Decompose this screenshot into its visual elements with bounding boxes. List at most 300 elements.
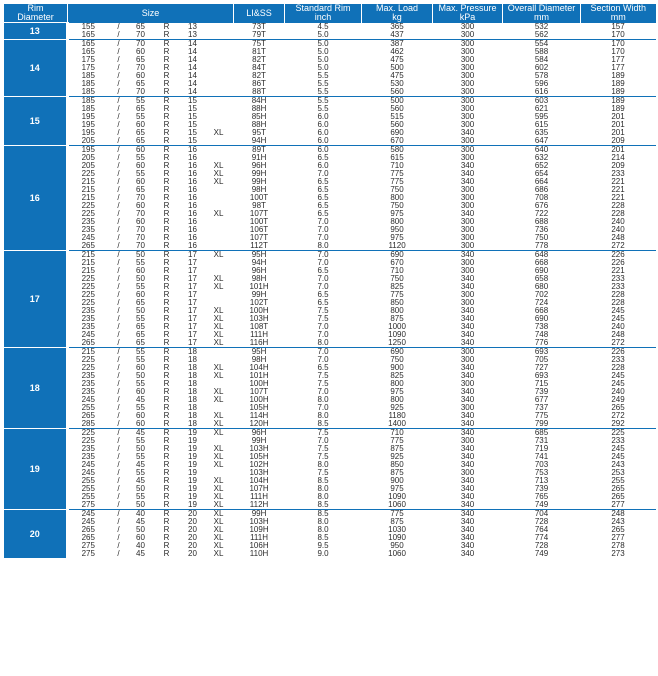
table-row — [4, 396, 656, 404]
load-version-cell: XL — [204, 251, 234, 260]
table-row — [4, 267, 656, 275]
width-cell: 215 — [81, 178, 95, 186]
li-ss-cell: 85H — [251, 113, 267, 121]
width-cell: 235 — [81, 388, 95, 396]
aspect-cell: 70 — [136, 234, 145, 242]
overall-diameter-cell: 654 — [534, 170, 549, 178]
load-version-cell: XL — [213, 518, 224, 526]
li-ss-cell: 99H — [251, 291, 267, 299]
construction-cell: R — [163, 72, 170, 80]
header-standard-rim: Standard Rim — [285, 4, 362, 13]
width-cell: 235 — [81, 218, 95, 226]
section-width-cell: 226 — [611, 259, 625, 267]
table-row — [4, 194, 656, 202]
aspect-cell: 45 — [136, 477, 145, 485]
header-section-width: Section Width — [581, 4, 656, 13]
construction-cell: R — [152, 40, 182, 49]
section-width-cell: 233 — [611, 275, 625, 283]
slash-cell: / — [117, 31, 120, 39]
li-ss-cell: 94H — [251, 137, 267, 145]
load-version-cell — [204, 146, 234, 155]
load-version-cell — [204, 88, 234, 97]
aspect-cell: 65 — [136, 339, 145, 347]
aspect-cell: 65 — [136, 331, 145, 339]
standard-rim-cell: 7.0 — [317, 388, 329, 396]
aspect-cell: 50 — [136, 445, 145, 453]
table-row — [4, 299, 656, 307]
section-width-cell: 265 — [611, 526, 625, 534]
table-row — [4, 404, 656, 412]
max-load-cell: 775 — [390, 170, 404, 178]
construction-cell: R — [163, 372, 170, 380]
construction-cell: R — [163, 493, 170, 501]
li-ss-cell: 98H — [251, 275, 267, 283]
max-pressure-cell: 300 — [460, 154, 475, 162]
rim-size-cell: 18 — [188, 420, 197, 428]
max-pressure-cell: 300 — [460, 291, 475, 299]
max-pressure-cell: 340 — [460, 364, 475, 372]
max-load-cell: 615 — [390, 154, 404, 162]
section-width-cell: 245 — [611, 307, 625, 315]
li-ss-cell: 103H — [249, 469, 269, 477]
load-version-cell — [204, 31, 234, 40]
max-load-cell: 975 — [390, 210, 404, 218]
section-width-cell: 272 — [611, 242, 625, 250]
slash-cell: / — [117, 291, 120, 299]
width-cell: 225 — [81, 291, 95, 299]
max-load-cell: 387 — [362, 40, 433, 49]
slash-cell: / — [108, 23, 130, 32]
table-row — [4, 331, 656, 339]
rim-size-cell: 16 — [182, 146, 204, 155]
width-cell: 245 — [68, 510, 108, 519]
standard-rim-cell: 5.0 — [317, 48, 329, 56]
standard-rim-cell: 8.5 — [317, 420, 329, 428]
li-ss-cell: 112T — [250, 242, 268, 250]
li-ss-cell: 100T — [249, 218, 269, 226]
max-load-cell: 1090 — [388, 331, 406, 339]
max-load-cell: 1030 — [388, 526, 406, 534]
standard-rim-cell: 8.0 — [317, 339, 329, 347]
overall-diameter-cell: 621 — [534, 105, 549, 113]
width-cell: 235 — [81, 307, 95, 315]
max-pressure-cell: 300 — [460, 437, 475, 445]
slash-cell: / — [108, 251, 130, 260]
overall-diameter-cell: 688 — [534, 218, 549, 226]
overall-diameter-cell: 708 — [534, 194, 549, 202]
standard-rim-cell: 8.0 — [317, 485, 329, 493]
slash-cell: / — [117, 437, 120, 445]
standard-rim-cell: 7.5 — [285, 429, 362, 438]
max-pressure-cell: 300 — [460, 64, 475, 72]
standard-rim-cell: 5.0 — [285, 40, 362, 49]
standard-rim-cell: 8.0 — [317, 461, 329, 469]
table-row — [4, 372, 656, 380]
construction-cell: R — [163, 396, 170, 404]
max-load-cell: 710 — [390, 162, 404, 170]
overall-diameter-cell: 776 — [534, 339, 549, 347]
li-ss-cell: 99H — [251, 170, 267, 178]
section-width-cell: 278 — [611, 542, 625, 550]
aspect-cell: 60 — [136, 412, 145, 420]
construction-cell: R — [163, 137, 170, 145]
section-width-cell: 240 — [611, 323, 625, 331]
rim-size-cell: 19 — [182, 429, 204, 438]
construction-cell: R — [163, 445, 170, 453]
li-ss-cell: 107T — [249, 388, 269, 396]
construction-cell: R — [163, 412, 170, 420]
max-pressure-cell: 300 — [460, 56, 475, 64]
construction-cell: R — [163, 542, 170, 550]
width-cell: 275 — [81, 542, 95, 550]
header-rim-diameter: Rim Diameter — [4, 4, 68, 23]
max-load-cell: 850 — [390, 299, 404, 307]
overall-diameter-cell: 738 — [534, 323, 549, 331]
construction-cell: R — [163, 80, 170, 88]
construction-cell: R — [163, 194, 170, 202]
max-pressure-cell: 340 — [460, 372, 475, 380]
overall-diameter-cell: 749 — [534, 501, 549, 509]
construction-cell: R — [163, 113, 170, 121]
max-pressure-cell: 340 — [460, 493, 475, 501]
table-row — [4, 64, 656, 72]
table-row — [4, 56, 656, 64]
max-pressure-cell: 340 — [433, 429, 503, 438]
width-cell: 155 — [68, 23, 108, 32]
table-row — [4, 445, 656, 453]
max-load-cell: 475 — [390, 72, 404, 80]
section-width-cell: 170 — [581, 40, 656, 49]
aspect-cell: 50 — [136, 526, 145, 534]
max-pressure-cell: 300 — [433, 97, 503, 106]
width-cell: 225 — [81, 364, 95, 372]
construction-cell: R — [163, 259, 170, 267]
table-row — [4, 461, 656, 469]
slash-cell: / — [117, 323, 120, 331]
construction-cell: R — [163, 210, 170, 218]
table-row — [4, 210, 656, 218]
li-ss-cell: 95H — [234, 348, 285, 357]
table-row — [4, 477, 656, 485]
li-ss-cell: 86T — [252, 80, 266, 88]
overall-diameter-cell: 728 — [534, 542, 549, 550]
slash-cell: / — [117, 412, 120, 420]
max-load-cell: 950 — [390, 226, 404, 234]
standard-rim-cell: 7.5 — [317, 453, 329, 461]
standard-rim-cell: 6.5 — [317, 154, 329, 162]
table-row — [4, 437, 656, 445]
rim-size-cell: 19 — [188, 477, 197, 485]
table-row — [4, 40, 656, 49]
li-ss-cell: 88H — [251, 105, 267, 113]
construction-cell: R — [163, 469, 170, 477]
rim-size-cell: 16 — [188, 218, 197, 226]
slash-cell: / — [117, 388, 120, 396]
max-load-cell: 560 — [390, 105, 404, 113]
li-ss-cell: 89T — [234, 146, 285, 155]
max-load-cell: 475 — [390, 56, 404, 64]
load-version-cell — [204, 23, 234, 32]
li-ss-cell: 111H — [250, 493, 269, 501]
overall-diameter-cell: 693 — [534, 372, 549, 380]
overall-diameter-cell: 652 — [534, 162, 549, 170]
max-load-cell: 975 — [390, 388, 404, 396]
section-width-cell: 248 — [611, 234, 625, 242]
section-width-cell: 228 — [611, 202, 625, 210]
load-version-cell: XL — [213, 550, 224, 558]
construction-cell: R — [163, 283, 170, 291]
load-version-cell — [204, 64, 234, 72]
section-width-cell: 170 — [611, 48, 625, 56]
overall-diameter-cell: 664 — [534, 178, 549, 186]
max-load-cell: 875 — [390, 445, 404, 453]
overall-diameter-cell: 693 — [503, 348, 581, 357]
slash-cell: / — [117, 113, 120, 121]
table-row — [4, 113, 656, 121]
max-pressure-cell: 340 — [460, 445, 475, 453]
width-cell: 245 — [81, 331, 95, 339]
table-row — [4, 80, 656, 88]
overall-diameter-cell: 532 — [503, 23, 581, 32]
slash-cell: / — [117, 526, 120, 534]
rim-size-cell: 15 — [188, 105, 197, 113]
li-ss-cell: 102H — [249, 461, 269, 469]
slash-cell: / — [117, 137, 120, 145]
table-row — [4, 146, 656, 155]
rim-size-cell: 17 — [188, 331, 197, 339]
aspect-cell: 60 — [136, 72, 145, 80]
max-pressure-cell: 340 — [460, 275, 475, 283]
width-cell: 225 — [81, 356, 95, 364]
max-load-cell: 670 — [390, 259, 404, 267]
load-version-cell: XL — [213, 339, 224, 347]
max-load-cell: 800 — [390, 194, 404, 202]
section-width-cell: 189 — [611, 72, 625, 80]
table-row — [4, 129, 656, 137]
load-version-cell: XL — [213, 275, 224, 283]
max-load-cell: 800 — [390, 380, 404, 388]
max-pressure-cell: 340 — [460, 283, 475, 291]
aspect-cell: 55 — [130, 97, 152, 106]
table-row — [4, 534, 656, 542]
standard-rim-cell: 6.5 — [317, 267, 329, 275]
overall-diameter-cell: 554 — [503, 40, 581, 49]
slash-cell: / — [117, 64, 120, 72]
load-version-cell — [204, 72, 234, 80]
aspect-cell: 45 — [136, 518, 145, 526]
max-pressure-cell: 300 — [460, 72, 475, 80]
construction-cell: R — [152, 510, 182, 519]
rim-diameter-cell: 13 — [4, 23, 68, 40]
aspect-cell: 55 — [136, 259, 145, 267]
construction-cell: R — [163, 380, 170, 388]
section-width-cell: 240 — [611, 218, 625, 226]
max-load-cell: 1060 — [388, 501, 406, 509]
width-cell: 265 — [81, 534, 95, 542]
width-cell: 265 — [81, 526, 95, 534]
load-version-cell — [204, 226, 234, 234]
slash-cell: / — [117, 380, 120, 388]
rim-diameter-cell: 14 — [4, 40, 68, 97]
construction-cell: R — [163, 364, 170, 372]
standard-rim-cell: 7.5 — [317, 380, 329, 388]
construction-cell: R — [152, 251, 182, 260]
aspect-cell: 55 — [136, 356, 145, 364]
max-load-cell: 925 — [390, 453, 404, 461]
max-load-cell: 950 — [390, 542, 404, 550]
width-cell: 205 — [81, 154, 95, 162]
section-width-cell: 189 — [581, 97, 656, 106]
max-pressure-cell: 300 — [460, 202, 475, 210]
construction-cell: R — [163, 477, 170, 485]
max-load-cell: 775 — [390, 437, 404, 445]
construction-cell: R — [163, 485, 170, 493]
construction-cell: R — [163, 129, 170, 137]
section-width-cell: 201 — [611, 129, 625, 137]
slash-cell: / — [117, 194, 120, 202]
section-width-cell: 177 — [611, 56, 625, 64]
max-load-cell: 975 — [390, 234, 404, 242]
width-cell: 245 — [81, 396, 95, 404]
li-ss-cell: 81T — [252, 48, 266, 56]
aspect-cell: 65 — [136, 105, 145, 113]
width-cell: 245 — [81, 469, 95, 477]
construction-cell: R — [163, 186, 170, 194]
table-row — [4, 251, 656, 260]
table-row — [4, 412, 656, 420]
standard-rim-cell: 5.5 — [317, 80, 329, 88]
rim-size-cell: 16 — [188, 186, 197, 194]
slash-cell: / — [117, 186, 120, 194]
aspect-cell: 60 — [136, 121, 145, 129]
max-pressure-cell: 340 — [460, 477, 475, 485]
table-row — [4, 485, 656, 493]
load-version-cell — [204, 242, 234, 251]
li-ss-cell: 104H — [249, 477, 269, 485]
rim-size-cell: 19 — [188, 501, 197, 509]
max-load-cell: 690 — [362, 251, 433, 260]
rim-size-cell: 17 — [188, 339, 197, 347]
section-width-cell: 277 — [611, 501, 625, 509]
standard-rim-cell: 9.5 — [317, 542, 329, 550]
table-row — [4, 501, 656, 510]
standard-rim-cell: 8.0 — [317, 412, 329, 420]
table-row — [4, 242, 656, 251]
width-cell: 215 — [81, 194, 95, 202]
max-pressure-cell: 300 — [460, 226, 475, 234]
rim-size-cell: 18 — [188, 364, 197, 372]
width-cell: 235 — [81, 315, 95, 323]
width-cell: 215 — [68, 251, 108, 260]
max-pressure-cell: 340 — [460, 420, 475, 428]
rim-size-cell: 16 — [188, 202, 197, 210]
max-load-cell: 1250 — [388, 339, 406, 347]
table-row — [4, 105, 656, 113]
construction-cell: R — [163, 275, 170, 283]
standard-rim-cell: 5.5 — [317, 105, 329, 113]
width-cell: 165 — [68, 40, 108, 49]
table-row — [4, 283, 656, 291]
section-width-cell: 243 — [611, 461, 625, 469]
table-row — [4, 234, 656, 242]
section-width-cell: 249 — [611, 396, 625, 404]
section-width-cell: 209 — [611, 137, 625, 145]
max-pressure-cell: 300 — [433, 23, 503, 32]
max-pressure-cell: 300 — [460, 137, 475, 145]
max-pressure-cell: 340 — [460, 453, 475, 461]
li-ss-cell: 120H — [249, 420, 269, 428]
section-width-cell: 273 — [611, 550, 625, 558]
max-pressure-cell: 340 — [460, 331, 475, 339]
table-row — [4, 48, 656, 56]
standard-rim-cell: 5.5 — [317, 88, 329, 96]
max-load-cell: 750 — [390, 275, 404, 283]
load-version-cell — [204, 97, 234, 106]
rim-size-cell: 20 — [188, 518, 197, 526]
section-width-cell: 226 — [581, 348, 656, 357]
table-row — [4, 275, 656, 283]
max-pressure-cell: 340 — [460, 518, 475, 526]
standard-rim-cell: 7.5 — [317, 469, 329, 477]
aspect-cell: 45 — [136, 396, 145, 404]
load-version-cell: XL — [213, 364, 224, 372]
max-load-cell: 1090 — [388, 534, 406, 542]
slash-cell: / — [117, 331, 120, 339]
width-cell: 245 — [81, 461, 95, 469]
construction-cell: R — [163, 154, 170, 162]
max-pressure-cell: 300 — [433, 40, 503, 49]
section-width-cell: 177 — [611, 64, 625, 72]
standard-rim-cell: 7.5 — [317, 372, 329, 380]
table-row — [4, 510, 656, 519]
aspect-cell: 70 — [136, 31, 145, 39]
rim-size-cell: 15 — [188, 129, 197, 137]
table-row — [4, 542, 656, 550]
max-load-cell: 775 — [362, 510, 433, 519]
aspect-cell: 70 — [136, 210, 145, 218]
load-version-cell — [204, 202, 234, 210]
construction-cell: R — [163, 121, 170, 129]
construction-cell: R — [163, 291, 170, 299]
overall-diameter-cell: 677 — [534, 396, 549, 404]
rim-diameter-cell: 18 — [4, 348, 68, 429]
overall-diameter-cell: 704 — [503, 510, 581, 519]
aspect-cell: 55 — [136, 170, 145, 178]
construction-cell: R — [163, 299, 170, 307]
aspect-cell: 55 — [136, 493, 145, 501]
width-cell: 235 — [81, 380, 95, 388]
li-ss-cell: 101H — [249, 372, 269, 380]
standard-rim-cell: 6.0 — [317, 113, 329, 121]
slash-cell: / — [117, 339, 120, 347]
aspect-cell: 60 — [136, 267, 145, 275]
li-ss-cell: 99H — [251, 178, 267, 186]
load-version-cell: XL — [213, 412, 224, 420]
slash-cell: / — [117, 80, 120, 88]
overall-diameter-cell: 680 — [534, 283, 549, 291]
section-width-cell: 189 — [611, 80, 625, 88]
li-ss-cell: 98H — [251, 356, 267, 364]
max-load-cell: 560 — [390, 88, 404, 96]
table-row — [4, 291, 656, 299]
slash-cell: / — [117, 121, 120, 129]
overall-diameter-cell: 690 — [534, 315, 549, 323]
table-row — [4, 323, 656, 331]
slash-cell: / — [117, 242, 120, 250]
li-ss-cell: 88T — [252, 88, 266, 96]
load-version-cell — [204, 137, 234, 146]
overall-diameter-cell: 705 — [534, 356, 549, 364]
